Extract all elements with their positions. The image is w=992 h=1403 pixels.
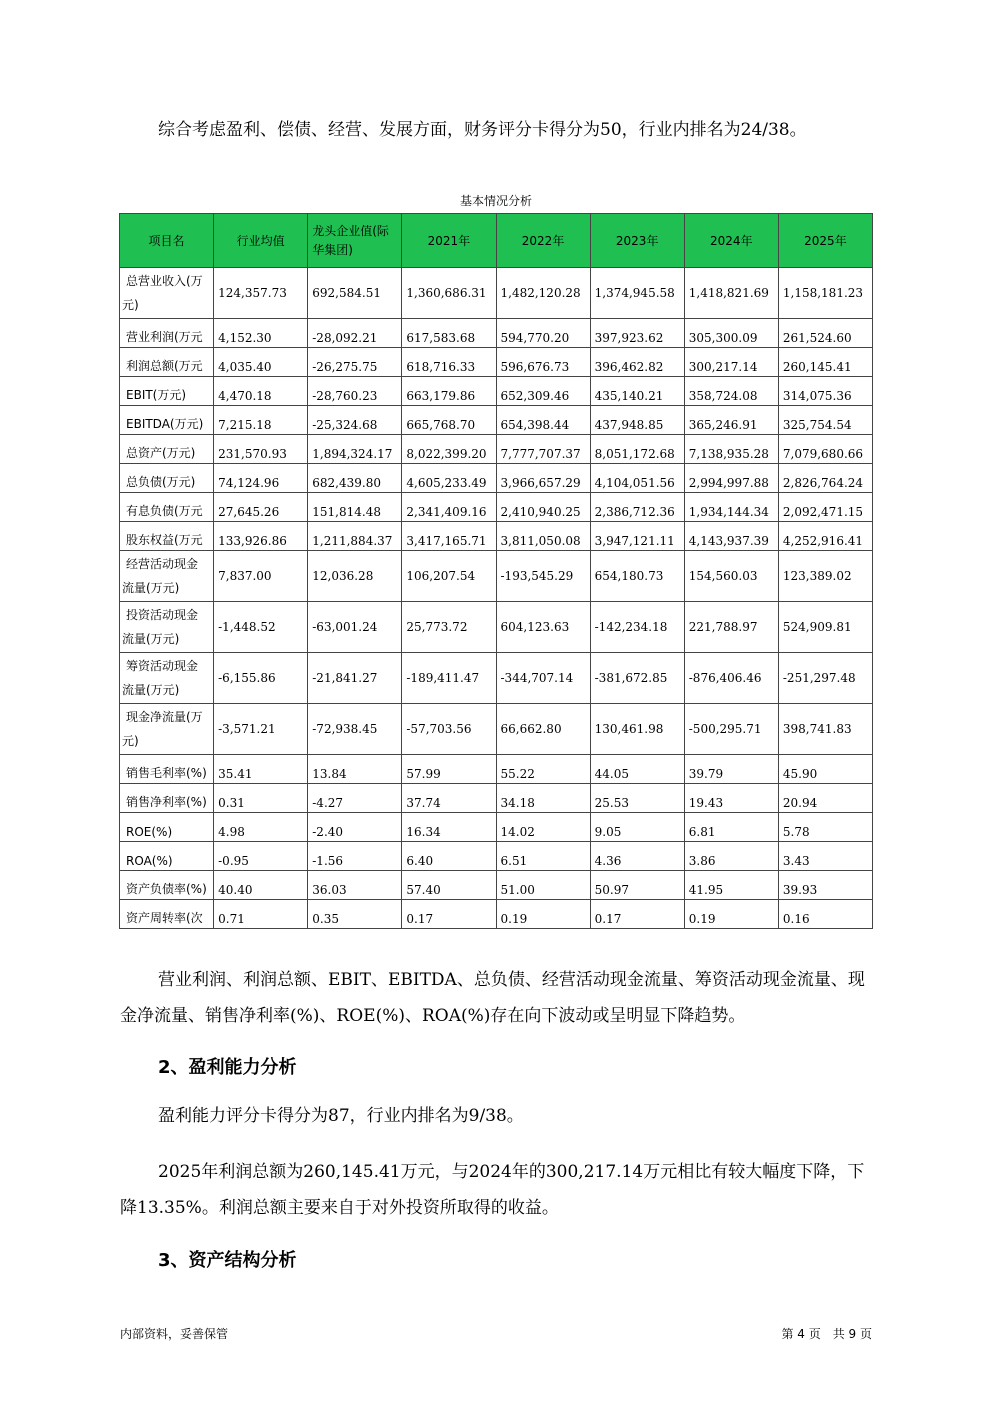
footer-confidential-note: 内部资料，妥善保管 [120, 1327, 229, 1341]
table-cell: -500,295.71 [684, 704, 778, 755]
table-cell: 39.93 [778, 871, 872, 900]
table-cell: 5.78 [778, 813, 872, 842]
table-cell: 3,811,050.08 [496, 522, 590, 551]
table-cell: 55.22 [496, 755, 590, 784]
table-cell: 16.34 [402, 813, 496, 842]
row-label: 经营活动现金流量(万元) [120, 551, 214, 602]
table-cell: 14.02 [496, 813, 590, 842]
row-label: 有息负债(万元 [120, 493, 214, 522]
table-row [120, 653, 873, 704]
table-cell: -25,324.68 [308, 406, 402, 435]
table-cell: 13.84 [308, 755, 402, 784]
row-label: 现金净流量(万元) [120, 704, 214, 755]
table-cell: -251,297.48 [778, 653, 872, 704]
table-cell: 1,158,181.23 [778, 268, 872, 319]
table-cell: 0.17 [402, 900, 496, 929]
table-cell: 0.71 [214, 900, 308, 929]
table-row [120, 602, 873, 653]
table-cell: -1,448.52 [214, 602, 308, 653]
table-cell: -4.27 [308, 784, 402, 813]
table-row [120, 464, 873, 493]
table-row [120, 268, 873, 319]
table-cell: 1,934,144.34 [684, 493, 778, 522]
table-cell: -6,155.86 [214, 653, 308, 704]
row-label: 总负债(万元) [120, 464, 214, 493]
table-cell: -344,707.14 [496, 653, 590, 704]
table-cell: 1,211,884.37 [308, 522, 402, 551]
table-cell: 74,124.96 [214, 464, 308, 493]
row-label: 筹资活动现金流量(万元) [120, 653, 214, 704]
table-cell: 4,605,233.49 [402, 464, 496, 493]
table-cell: 124,357.73 [214, 268, 308, 319]
table-cell: 6.51 [496, 842, 590, 871]
table-cell: -193,545.29 [496, 551, 590, 602]
table-cell: 358,724.08 [684, 377, 778, 406]
table-cell: -1.56 [308, 842, 402, 871]
table-row [120, 406, 873, 435]
table-cell: 154,560.03 [684, 551, 778, 602]
table-cell: 654,398.44 [496, 406, 590, 435]
table-cell: 0.19 [496, 900, 590, 929]
row-label: 总资产(万元) [120, 435, 214, 464]
table-cell: 34.18 [496, 784, 590, 813]
header-column: 龙头企业值(际华集团) [308, 214, 402, 268]
row-label: ROA(%) [120, 842, 214, 871]
table-cell: 4,104,051.56 [590, 464, 684, 493]
section-3-heading: 3、资产结构分析 [158, 1250, 297, 1271]
table-cell: 300,217.14 [684, 348, 778, 377]
table-cell: 3,947,121.11 [590, 522, 684, 551]
table-row [120, 842, 873, 871]
table-cell: 1,418,821.69 [684, 268, 778, 319]
table-cell: -3,571.21 [214, 704, 308, 755]
table-cell: 594,770.20 [496, 319, 590, 348]
header-column: 2025年 [778, 214, 872, 268]
table-cell: 25,773.72 [402, 602, 496, 653]
table-cell: 106,207.54 [402, 551, 496, 602]
table-body [120, 268, 873, 929]
table-cell: 3.43 [778, 842, 872, 871]
table-cell: 57.99 [402, 755, 496, 784]
row-label: 营业利润(万元 [120, 319, 214, 348]
trend-paragraph: 营业利润、利润总额、EBIT、EBITDA、总负债、经营活动现金流量、筹资活动现金流量、现金净流量、销售净利率(%)、ROE(%)、ROA(%)存在向下波动或呈明显下降趋势。 [120, 970, 865, 1026]
table-cell: 8,022,399.20 [402, 435, 496, 464]
row-label: 销售净利率(%) [120, 784, 214, 813]
table-cell: 0.19 [684, 900, 778, 929]
table-cell: 4,470.18 [214, 377, 308, 406]
table-cell: 7,215.18 [214, 406, 308, 435]
table-cell: 396,462.82 [590, 348, 684, 377]
table-cell: 665,768.70 [402, 406, 496, 435]
table-cell: 4,252,916.41 [778, 522, 872, 551]
table-cell: 2,341,409.16 [402, 493, 496, 522]
table-cell: 27,645.26 [214, 493, 308, 522]
table-cell: 7,079,680.66 [778, 435, 872, 464]
row-label: 总营业收入(万元) [120, 268, 214, 319]
table-row [120, 813, 873, 842]
table-cell: 692,584.51 [308, 268, 402, 319]
table-cell: -381,672.85 [590, 653, 684, 704]
row-label: EBITDA(万元) [120, 406, 214, 435]
table-cell: -2.40 [308, 813, 402, 842]
table-cell: 2,092,471.15 [778, 493, 872, 522]
intro-paragraph: 综合考虑盈利、偿债、经营、发展方面，财务评分卡得分为50，行业内排名为24/38。 [158, 120, 807, 140]
table-row [120, 377, 873, 406]
table-cell: 652,309.46 [496, 377, 590, 406]
table-cell: 50.97 [590, 871, 684, 900]
table-cell: 617,583.68 [402, 319, 496, 348]
table-cell: 3.86 [684, 842, 778, 871]
table-cell: 231,570.93 [214, 435, 308, 464]
table-row [120, 704, 873, 755]
table-row [120, 551, 873, 602]
table-cell: 133,926.86 [214, 522, 308, 551]
section-2-paragraph-1: 盈利能力评分卡得分为87，行业内排名为9/38。 [158, 1106, 524, 1126]
table-cell: 19.43 [684, 784, 778, 813]
table-row [120, 319, 873, 348]
section-2-paragraph-2: 2025年利润总额为260,145.41万元，与2024年的300,217.14万元相比有较大幅度下降，下降13.35%。利润总额主要来自于对外投资所取得的收益。 [120, 1162, 865, 1218]
table-cell: 44.05 [590, 755, 684, 784]
table-cell: 3,417,165.71 [402, 522, 496, 551]
row-label: ROE(%) [120, 813, 214, 842]
table-cell: -189,411.47 [402, 653, 496, 704]
table-cell: 2,994,997.88 [684, 464, 778, 493]
table-cell: -142,234.18 [590, 602, 684, 653]
table-cell: 36.03 [308, 871, 402, 900]
row-label: 销售毛利率(%) [120, 755, 214, 784]
table-cell: 365,246.91 [684, 406, 778, 435]
table-cell: 4,143,937.39 [684, 522, 778, 551]
table-cell: -57,703.56 [402, 704, 496, 755]
table-row [120, 435, 873, 464]
table-cell: 437,948.85 [590, 406, 684, 435]
header-column: 2024年 [684, 214, 778, 268]
table-cell: -21,841.27 [308, 653, 402, 704]
row-label: 股东权益(万元 [120, 522, 214, 551]
table-cell: 57.40 [402, 871, 496, 900]
table-cell: 12,036.28 [308, 551, 402, 602]
table-caption: 基本情况分析 [459, 194, 532, 208]
table-cell: 35.41 [214, 755, 308, 784]
table-row [120, 784, 873, 813]
table-cell: 398,741.83 [778, 704, 872, 755]
table-cell: -876,406.46 [684, 653, 778, 704]
table-cell: 51.00 [496, 871, 590, 900]
row-label: EBIT(万元) [120, 377, 214, 406]
table-row [120, 348, 873, 377]
table-cell: 663,179.86 [402, 377, 496, 406]
table-cell: 0.31 [214, 784, 308, 813]
table-cell: 1,360,686.31 [402, 268, 496, 319]
table-cell: 7,837.00 [214, 551, 308, 602]
row-label: 资产负债率(%) [120, 871, 214, 900]
table-cell: -0.95 [214, 842, 308, 871]
table-cell: 151,814.48 [308, 493, 402, 522]
table-cell: -26,275.75 [308, 348, 402, 377]
table-cell: 7,138,935.28 [684, 435, 778, 464]
table-cell: 314,075.36 [778, 377, 872, 406]
table-row [120, 522, 873, 551]
header-column: 2023年 [590, 214, 684, 268]
table-row [120, 900, 873, 929]
table-cell: 25.53 [590, 784, 684, 813]
table-cell: 41.95 [684, 871, 778, 900]
table-cell: 2,410,940.25 [496, 493, 590, 522]
table-cell: 0.17 [590, 900, 684, 929]
table-cell: -63,001.24 [308, 602, 402, 653]
table-cell: 9.05 [590, 813, 684, 842]
row-label: 资产周转率(次 [120, 900, 214, 929]
table-cell: 6.81 [684, 813, 778, 842]
table-cell: 2,386,712.36 [590, 493, 684, 522]
table-cell: 0.35 [308, 900, 402, 929]
row-label: 利润总额(万元 [120, 348, 214, 377]
header-item-name: 项目名 [120, 214, 214, 268]
financial-table [119, 213, 873, 929]
header-column: 2022年 [496, 214, 590, 268]
table-cell: 221,788.97 [684, 602, 778, 653]
table-cell: 654,180.73 [590, 551, 684, 602]
table-cell: 0.16 [778, 900, 872, 929]
table-cell: 1,894,324.17 [308, 435, 402, 464]
header-column: 2021年 [402, 214, 496, 268]
table-cell: 2,826,764.24 [778, 464, 872, 493]
table-row [120, 493, 873, 522]
table-row [120, 755, 873, 784]
table-cell: 325,754.54 [778, 406, 872, 435]
table-cell: 682,439.80 [308, 464, 402, 493]
table-header-row [120, 214, 873, 268]
table-cell: 6.40 [402, 842, 496, 871]
table-cell: 1,482,120.28 [496, 268, 590, 319]
table-cell: 618,716.33 [402, 348, 496, 377]
table-cell: 260,145.41 [778, 348, 872, 377]
table-cell: 45.90 [778, 755, 872, 784]
table-cell: -28,760.23 [308, 377, 402, 406]
table-cell: 435,140.21 [590, 377, 684, 406]
table-cell: 8,051,172.68 [590, 435, 684, 464]
table-cell: 7,777,707.37 [496, 435, 590, 464]
table-cell: -28,092.21 [308, 319, 402, 348]
table-cell: 1,374,945.58 [590, 268, 684, 319]
table-cell: 4,035.40 [214, 348, 308, 377]
table-cell: 130,461.98 [590, 704, 684, 755]
table-cell: 66,662.80 [496, 704, 590, 755]
table-cell: 524,909.81 [778, 602, 872, 653]
table-cell: 261,524.60 [778, 319, 872, 348]
table-cell: -72,938.45 [308, 704, 402, 755]
table-cell: 20.94 [778, 784, 872, 813]
section-2-heading: 2、盈利能力分析 [158, 1057, 297, 1078]
table-cell: 4.36 [590, 842, 684, 871]
table-cell: 123,389.02 [778, 551, 872, 602]
table-cell: 397,923.62 [590, 319, 684, 348]
table-cell: 604,123.63 [496, 602, 590, 653]
table-cell: 37.74 [402, 784, 496, 813]
row-label: 投资活动现金流量(万元) [120, 602, 214, 653]
table-cell: 40.40 [214, 871, 308, 900]
header-column: 行业均值 [214, 214, 308, 268]
table-cell: 4,152.30 [214, 319, 308, 348]
table-cell: 4.98 [214, 813, 308, 842]
table-cell: 596,676.73 [496, 348, 590, 377]
table-cell: 3,966,657.29 [496, 464, 590, 493]
table-cell: 39.79 [684, 755, 778, 784]
table-cell: 305,300.09 [684, 319, 778, 348]
table-row [120, 871, 873, 900]
footer-page-number: 第 4 页 共 9 页 [781, 1327, 872, 1341]
